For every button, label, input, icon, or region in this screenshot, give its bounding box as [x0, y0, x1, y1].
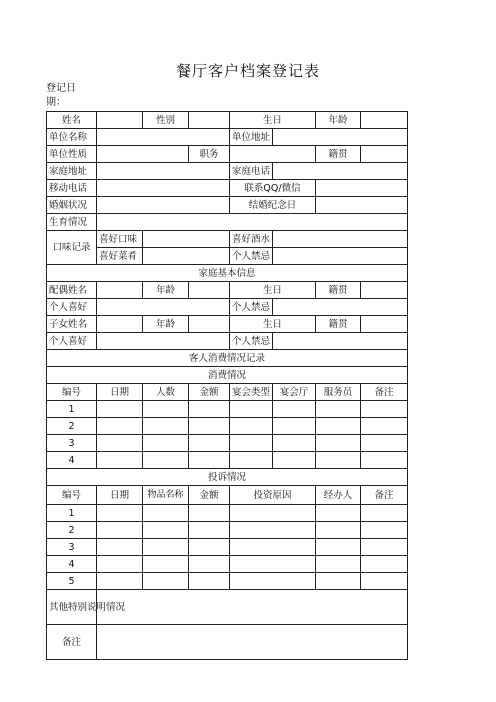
row-number: 4: [47, 556, 97, 573]
name-value[interactable]: [97, 112, 143, 129]
spouse-hobby-value[interactable]: [97, 299, 230, 316]
table-row: [47, 522, 408, 539]
table-row: [47, 452, 408, 469]
spouse-taboo-value[interactable]: [273, 299, 408, 316]
age-label: 年龄: [316, 112, 361, 129]
gender-label: 性别: [143, 112, 189, 129]
position-value[interactable]: [230, 146, 316, 163]
investment-col-amount: 金额: [189, 486, 230, 505]
child-name-label: 子女姓名: [47, 316, 97, 333]
company-address-value[interactable]: [273, 129, 408, 146]
spouse-name-label: 配偶姓名: [47, 282, 97, 299]
birthday-label: 生日: [230, 112, 316, 129]
child-native-value[interactable]: [361, 316, 408, 333]
home-phone-value[interactable]: [273, 163, 408, 180]
investment-col-number: 编号: [47, 486, 97, 505]
mobile-value[interactable]: [97, 180, 230, 197]
favorite-dish-label: 喜好菜肴: [97, 248, 143, 265]
favorite-dish-value[interactable]: [143, 248, 230, 265]
child-birthday-label: 生日: [230, 316, 316, 333]
table-row: [47, 539, 408, 556]
favorite-wine-label: 喜好酒水: [230, 231, 273, 248]
consumption-col-number: 编号: [47, 384, 97, 401]
consumption-col-waiter: 服务员: [316, 384, 361, 401]
home-address-value[interactable]: [97, 163, 230, 180]
gender-value[interactable]: [189, 112, 230, 129]
row-number: 2: [47, 418, 97, 435]
table-row: [47, 573, 408, 590]
company-name-value[interactable]: [97, 129, 230, 146]
spouse-hobby-label: 个人喜好: [47, 299, 97, 316]
qq-wechat-value[interactable]: [316, 180, 408, 197]
consumption-sub-header: 消费情况: [47, 367, 408, 384]
table-row: [47, 418, 408, 435]
child-name-value[interactable]: [97, 316, 143, 333]
row-number: 1: [47, 505, 97, 522]
consumption-record-header: 客人消费情况记录: [47, 350, 408, 367]
page-title: 餐厅客户档案登记表: [175, 62, 320, 80]
special-notes-value[interactable]: [97, 590, 408, 625]
consumption-col-amount: 金额: [189, 384, 230, 401]
row-number: 3: [47, 539, 97, 556]
child-native-label: 籍贯: [316, 316, 361, 333]
favorite-taste-value[interactable]: [143, 231, 230, 248]
home-address-label: 家庭地址: [47, 163, 97, 180]
company-type-label: 单位性质: [47, 146, 97, 163]
spouse-name-value[interactable]: [97, 282, 143, 299]
customer-record-form: [46, 111, 408, 660]
spouse-native-value[interactable]: [361, 282, 408, 299]
age-value[interactable]: [361, 112, 408, 129]
consumption-col-date: 日期: [97, 384, 143, 401]
qq-wechat-label: 联系QQ/微信: [230, 180, 316, 197]
row-number: 4: [47, 452, 97, 469]
row-number: 3: [47, 435, 97, 452]
registration-date-label: 登记日期：: [46, 83, 76, 108]
favorite-wine-value[interactable]: [273, 231, 408, 248]
child-hobby-label: 个人喜好: [47, 333, 97, 350]
company-type-value[interactable]: [97, 146, 189, 163]
taste-record-label: 口味记录: [47, 231, 97, 265]
position-label: 职务: [189, 146, 230, 163]
consumption-col-remark: 备注: [361, 384, 408, 401]
child-age-label: 年龄: [143, 316, 189, 333]
anniversary-value[interactable]: [316, 197, 408, 214]
child-taboo-value[interactable]: [273, 333, 408, 350]
anniversary-label: 结婚纪念日: [230, 197, 316, 214]
spouse-native-label: 籍贯: [316, 282, 361, 299]
table-row: [47, 435, 408, 452]
spouse-taboo-label: 个人禁忌: [230, 299, 273, 316]
fertility-label: 生育情况: [47, 214, 97, 231]
row-number: 1: [47, 401, 97, 418]
investment-col-remark: 备注: [361, 486, 408, 505]
consumption-col-banquet-hall: 宴会厅: [273, 384, 316, 401]
row-number: 5: [47, 573, 97, 590]
favorite-taste-label: 喜好口味: [97, 231, 143, 248]
consumption-col-people: 人数: [143, 384, 189, 401]
fertility-value[interactable]: [97, 214, 408, 231]
family-info-header: 家庭基本信息: [47, 265, 408, 282]
taboo-value[interactable]: [273, 248, 408, 265]
special-notes-label: 其他特别说明情况: [47, 590, 97, 625]
table-row: [47, 505, 408, 522]
spouse-age-value[interactable]: [189, 282, 230, 299]
consumption-col-banquet-type: 宴会类型: [230, 384, 273, 401]
name-label: 姓名: [47, 112, 97, 129]
native-place-value[interactable]: [361, 146, 408, 163]
mobile-label: 移动电话: [47, 180, 97, 197]
marital-status-value[interactable]: [97, 197, 230, 214]
company-address-label: 单位地址: [230, 129, 273, 146]
investment-col-date: 日期: [97, 486, 143, 505]
spouse-age-label: 年龄: [143, 282, 189, 299]
remark-value[interactable]: [97, 625, 408, 660]
investment-col-item-name: 物品名称: [143, 486, 189, 505]
table-row: [47, 556, 408, 573]
spouse-birthday-label: 生日: [230, 282, 316, 299]
child-taboo-label: 个人禁忌: [230, 333, 273, 350]
investment-col-handler: 经办人: [316, 486, 361, 505]
taboo-label: 个人禁忌: [230, 248, 273, 265]
company-name-label: 单位名称: [47, 129, 97, 146]
table-row: [47, 401, 408, 418]
investment-header: 投诉情况: [47, 469, 408, 486]
remark-label: 备注: [47, 625, 97, 660]
row-number: 2: [47, 522, 97, 539]
home-phone-label: 家庭电话: [230, 163, 273, 180]
child-hobby-value[interactable]: [97, 333, 230, 350]
marital-status-label: 婚姻状况: [47, 197, 97, 214]
investment-col-reason: 投资原因: [230, 486, 316, 505]
native-place-label: 籍贯: [316, 146, 361, 163]
child-age-value[interactable]: [189, 316, 230, 333]
